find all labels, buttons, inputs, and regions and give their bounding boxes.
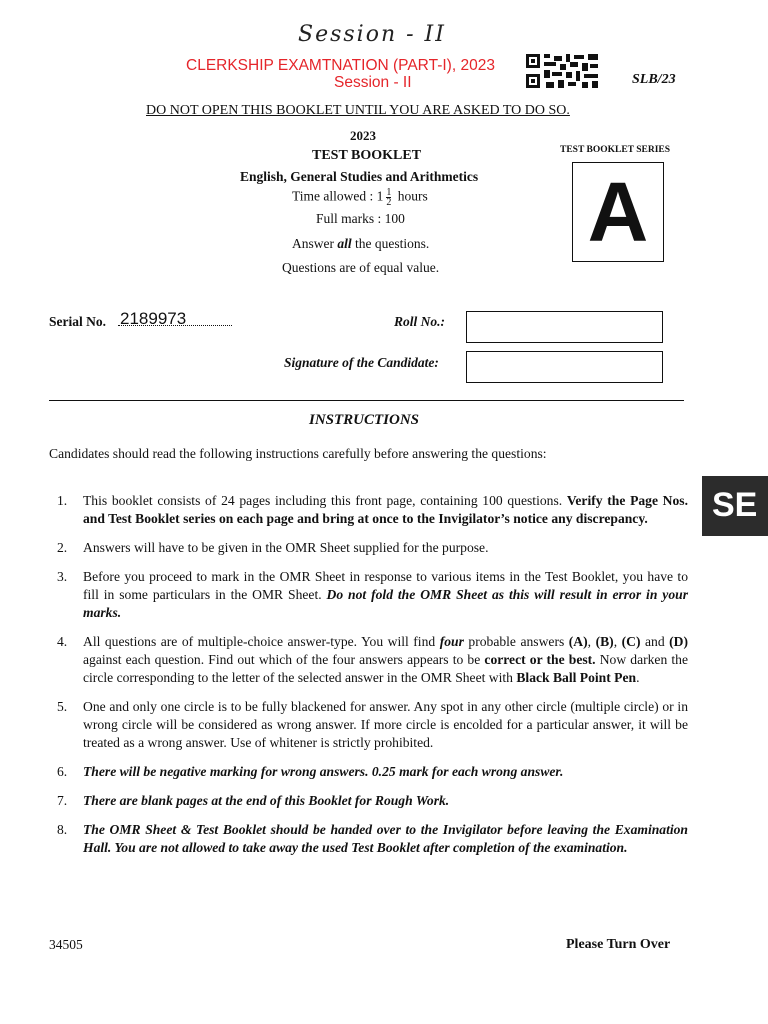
series-label: TEST BOOKLET SERIES (560, 145, 671, 155)
time-label: Time allowed : (292, 188, 374, 204)
subject-title: English, General Studies and Arithmetics (240, 169, 479, 184)
instructions-intro: Candidates should read the following instructions carefully before answering the questions: (49, 446, 547, 461)
test-booklet-heading: TEST BOOKLET (312, 148, 422, 163)
instructions-list (50, 492, 688, 868)
answer-all-note: Answer all the questions. (292, 236, 430, 251)
instruction-item: 8. The OMR Sheet & Test Booklet should be handed over to the Invigilator before leaving the Examination Hall. You are not allowed to take away the used Test Booklet after completion of the examination. (57, 822, 688, 855)
equal-value-note: Questions are of equal value. (282, 260, 440, 275)
signature-label: Signature of the Candidate: (284, 355, 439, 370)
booklet-code: SLB/23 (632, 72, 676, 87)
do-not-open-warning: DO NOT OPEN THIS BOOKLET UNTIL YOU ARE ASKED TO DO SO. (146, 103, 570, 118)
instruction-item: 5. One and only one circle is to be fully blackened for answer. Any spot in any other circle (multiple circle) or in wrong circle will be considered as wrong answer. If more circle is encolded for a particular answer, it will be treated as a wrong answer. Use of whitener is strictly prohibited. (57, 699, 688, 750)
time-fraction: $\frac{1}{2}$ (386, 187, 392, 208)
signature-field[interactable] (466, 351, 663, 383)
series-box (572, 162, 664, 262)
instruction-item: 4. All questions are of multiple-choice answer-type. You will find four probable answers (A), (B), (C) and (D) against each question. Find out which of the four answers appears to be correct or the best. Now darken the circle corresponding to the letter of the selected answer in the OMR Sheet with Black Ball Point Pen. (57, 634, 689, 685)
serial-number: 2189973 (120, 309, 187, 328)
divider (49, 400, 684, 401)
instructions-heading: INSTRUCTIONS (309, 412, 420, 428)
instruction-item: 3. Before you proceed to mark in the OMR Sheet in response to various items in the Test Booklet, you have to fill in some particulars in the OMR Sheet. Do not fold the OMR Sheet as this will result in error in your marks. (57, 569, 688, 620)
instruction-item: 7. There are blank pages at the end of this Booklet for Rough Work. (57, 793, 450, 808)
time-unit: hours (397, 188, 428, 204)
time-allowed (292, 188, 428, 207)
exam-session: Session - II (334, 74, 412, 91)
year: 2023 (350, 128, 376, 143)
exam-title: CLERKSHIP EXAMTNATION (PART-I), 2023 (186, 57, 495, 74)
handwritten-session-note: Session - II (298, 22, 446, 47)
serial-label: Serial No. (49, 314, 106, 329)
side-stamp: SE (702, 476, 768, 536)
qr-code-icon (524, 52, 600, 90)
instruction-item: 6. There will be negative marking for wrong answers. 0.25 mark for each wrong answer. (57, 764, 564, 779)
series-letter: A (587, 165, 649, 259)
instruction-item: 1. This booklet consists of 24 pages including this front page, containing 100 questions. Verify the Page Nos. and Test Booklet series on each page and bring at once to the Invigilator’s notice any discrepancy. (57, 493, 688, 526)
please-turn-over: Please Turn Over (566, 937, 671, 952)
roll-number-field[interactable] (466, 311, 663, 343)
instruction-item: 2. Answers will have to be given in the OMR Sheet supplied for the purpose. (57, 540, 489, 555)
full-marks: Full marks : 100 (316, 211, 405, 226)
time-whole: 1 (376, 188, 384, 204)
roll-label: Roll No.: (394, 314, 446, 329)
footer-code: 34505 (49, 937, 83, 952)
